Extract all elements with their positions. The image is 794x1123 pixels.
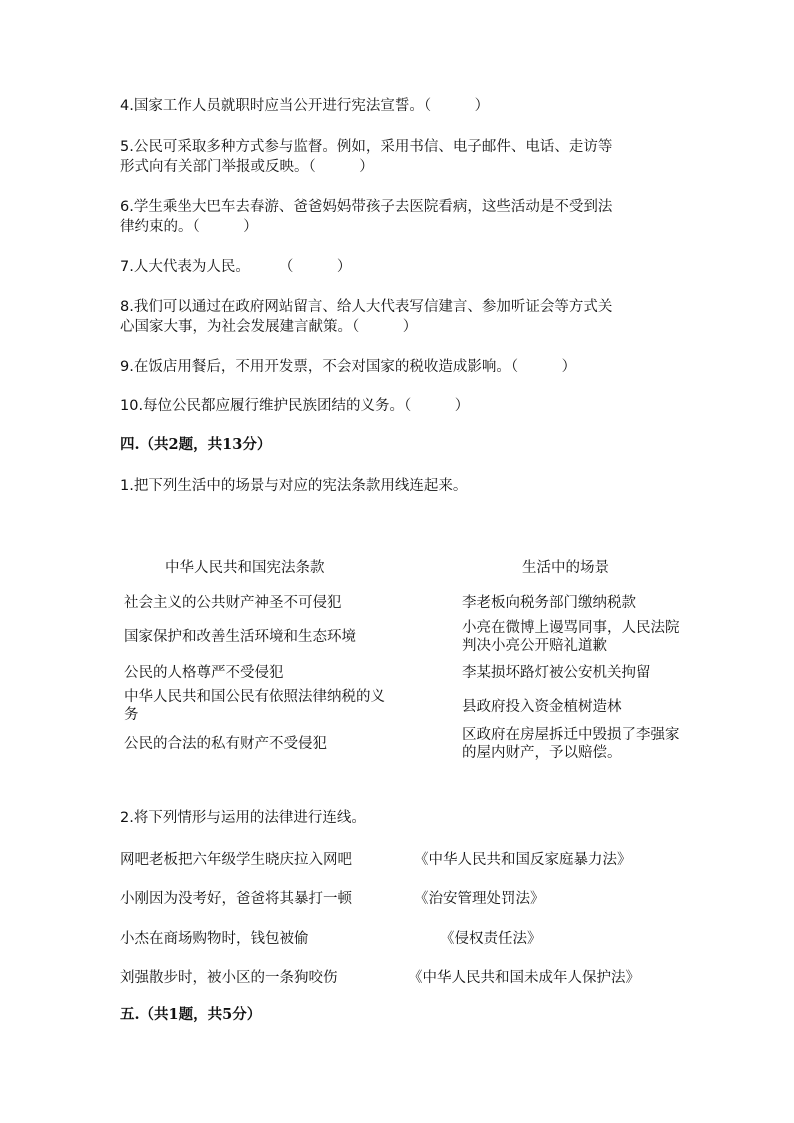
item-10: 10.每位公民都应履行维护民族团结的义务。（ ） bbox=[120, 398, 470, 414]
scene-item: 小亮在微博上谩骂同事，人民法院判决小亮公开赔礼道歉 bbox=[462, 620, 680, 654]
situation-item: 小刚因为没考好，爸爸将其暴打一顿 bbox=[120, 891, 352, 907]
scene-item: 区政府在房屋拆迁中毁损了李强家的屋内财产，予以赔偿。 bbox=[462, 727, 680, 761]
clause-item: 公民的合法的私有财产不受侵犯 bbox=[124, 736, 327, 752]
item-6-line1: 6.学生乘坐大巴车去春游、爸爸妈妈带孩子去医院看病，这些活动是不受到法 bbox=[120, 199, 613, 215]
section-5-heading: 五.（共1题，共5分） bbox=[120, 1006, 262, 1023]
item-8-line1: 8.我们可以通过在政府网站留言、给人大代表写信建言、参加听证会等方式关 bbox=[120, 299, 613, 315]
item-5-line1: 5.公民可采取多种方式参与监督。例如，采用书信、电子邮件、电话、走访等 bbox=[120, 139, 613, 155]
question-4-1: 1.把下列生活中的场景与对应的宪法条款用线连起来。 bbox=[120, 478, 468, 494]
item-6-line2: 律约束的。（ ） bbox=[120, 219, 258, 235]
law-item: 《侵权责任法》 bbox=[440, 931, 542, 947]
item-8-line2: 心国家大事，为社会发展建言献策。（ ） bbox=[120, 319, 418, 335]
left-column-header: 中华人民共和国宪法条款 bbox=[165, 560, 325, 576]
situation-item: 小杰在商场购物时，钱包被偷 bbox=[120, 931, 309, 947]
item-4: 4.国家工作人员就职时应当公开进行宪法宣誓。（ ） bbox=[120, 98, 490, 114]
law-item: 《治安管理处罚法》 bbox=[414, 891, 545, 907]
right-column-header: 生活中的场景 bbox=[522, 560, 609, 576]
clause-item: 公民的人格尊严不受侵犯 bbox=[124, 665, 284, 681]
scene-item: 李老板向税务部门缴纳税款 bbox=[462, 595, 636, 611]
scene-item: 县政府投入资金植树造林 bbox=[462, 699, 622, 715]
section-4-heading: 四.（共2题，共13分） bbox=[120, 436, 272, 453]
item-9: 9.在饭店用餐后，不用开发票，不会对国家的税收造成影响。（ ） bbox=[120, 359, 577, 375]
clause-item: 国家保护和改善生活环境和生态环境 bbox=[124, 629, 356, 645]
law-item: 《中华人民共和国未成年人保护法》 bbox=[408, 970, 640, 986]
clause-item: 社会主义的公共财产神圣不可侵犯 bbox=[124, 595, 342, 611]
situation-item: 网吧老板把六年级学生晓庆拉入网吧 bbox=[120, 852, 352, 868]
scene-item: 李某损坏路灯被公安机关拘留 bbox=[462, 665, 651, 681]
situation-item: 刘强散步时，被小区的一条狗咬伤 bbox=[120, 970, 338, 986]
item-5-line2: 形式向有关部门举报或反映。（ ） bbox=[120, 159, 374, 175]
law-item: 《中华人民共和国反家庭暴力法》 bbox=[414, 852, 632, 868]
clause-item: 中华人民共和国公民有依照法律纳税的义务 bbox=[124, 689, 385, 723]
item-7: 7.人大代表为人民。 （ ） bbox=[120, 259, 352, 275]
question-4-2: 2.将下列情形与运用的法律进行连线。 bbox=[120, 810, 366, 826]
